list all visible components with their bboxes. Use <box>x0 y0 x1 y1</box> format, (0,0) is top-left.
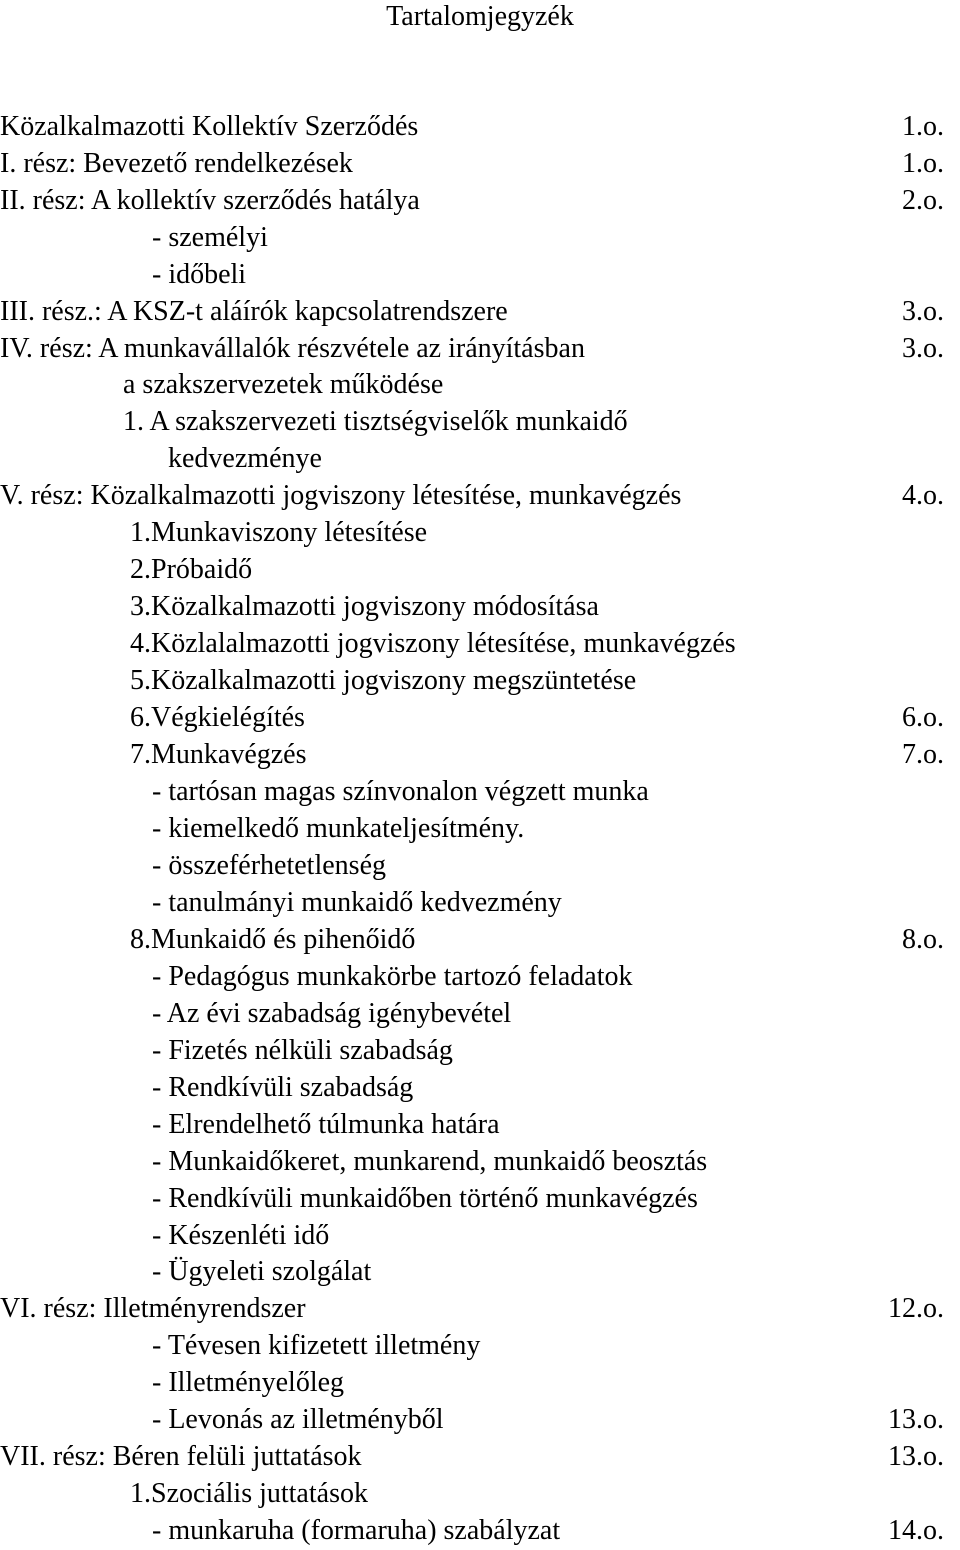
toc-entry-text: - Ügyeleti szolgálat <box>152 1256 372 1287</box>
toc-entry-text: - összeférhetetlenség <box>152 850 386 881</box>
toc-entry-text: a szakszervezetek működése <box>123 369 444 400</box>
toc-entry-text: 8.Munkaidő és pihenőidő <box>130 924 416 955</box>
toc-entry-page: 13.o. <box>888 1441 944 1472</box>
toc-entry-page: 6.o. <box>902 702 944 733</box>
toc-entry-text: - tanulmányi munkaidő kedvezmény <box>152 887 562 918</box>
toc-entry-text: 3.Közalkalmazotti jogviszony módosítása <box>130 591 599 622</box>
toc-entry-page: 14.o. <box>888 1515 944 1546</box>
toc-entry-text: 7.Munkavégzés <box>130 739 307 770</box>
toc-entry-page: 2.o. <box>902 185 944 216</box>
toc-entry-text: - Az évi szabadság igénybevétel <box>152 998 512 1029</box>
toc-entry-text: V. rész: Közalkalmazotti jogviszony létesítése, munkavégzés <box>0 480 682 511</box>
toc-entry-text: 2.Próbaidő <box>130 554 253 585</box>
toc-entry-text: 6.Végkielégítés <box>130 702 305 733</box>
toc-entry-text: 1. A szakszervezeti tisztségviselők munkaidő <box>123 406 628 437</box>
toc-entry-text: I. rész: Bevezető rendelkezések <box>0 148 353 179</box>
toc-entry-text: 5.Közalkalmazotti jogviszony megszüntetése <box>130 665 637 696</box>
toc-entry-text: II. rész: A kollektív szerződés hatálya <box>0 185 420 216</box>
toc-entry-text: Közalkalmazotti Kollektív Szerződés <box>0 111 419 142</box>
toc-entry-text: kedvezménye <box>168 443 322 474</box>
toc-entry-text: IV. rész: A munkavállalók részvétele az irányításban <box>0 333 585 364</box>
toc-entry-text: - Pedagógus munkakörbe tartozó feladatok <box>152 961 633 992</box>
toc-entry-text: - Készenléti idő <box>152 1220 330 1251</box>
toc-entry-text: - Fizetés nélküli szabadság <box>152 1035 453 1066</box>
toc-entry-page: 1.o. <box>902 111 944 142</box>
toc-entry-text: - Tévesen kifizetett illetmény <box>152 1330 481 1361</box>
toc-entry-text: - Rendkívüli munkaidőben történő munkavégzés <box>152 1183 698 1214</box>
toc-entry-text: VI. rész: Illetményrendszer <box>0 1293 306 1324</box>
toc-entry-page: 4.o. <box>902 480 944 511</box>
toc-entry-text: 4.Közlalalmazotti jogviszony létesítése, munkavégzés <box>130 628 736 659</box>
toc-entry-page: 7.o. <box>902 739 944 770</box>
toc-entry-page: 3.o. <box>902 296 944 327</box>
toc-entry-text: - Levonás az illetményből <box>152 1404 444 1435</box>
toc-entry-text: III. rész.: A KSZ-t aláírók kapcsolatrendszere <box>0 296 508 327</box>
toc-entry-page: 3.o. <box>902 333 944 364</box>
page-title: Tartalomjegyzék <box>386 1 574 32</box>
toc-entry-text: 1.Munkaviszony létesítése <box>130 517 428 548</box>
toc-entry-page: 12.o. <box>888 1293 944 1324</box>
toc-entry-page: 13.o. <box>888 1404 944 1435</box>
toc-entry-text: - tartósan magas színvonalon végzett munka <box>152 776 649 807</box>
toc-entry-text: - időbeli <box>152 259 247 290</box>
toc-entry-text: - Rendkívüli szabadság <box>152 1072 414 1103</box>
toc-entry-text: - kiemelkedő munkateljesítmény. <box>152 813 525 844</box>
toc-entry-text: - személyi <box>152 222 268 253</box>
toc-entry-text: - Illetményelőleg <box>152 1367 345 1398</box>
toc-entry-text: - Elrendelhető túlmunka határa <box>152 1109 500 1140</box>
toc-entry-page: 8.o. <box>902 924 944 955</box>
toc-entry-text: - munkaruha (formaruha) szabályzat <box>152 1515 561 1546</box>
toc-entry-text: - Munkaidőkeret, munkarend, munkaidő beosztás <box>152 1146 708 1177</box>
toc-entry-text: 1.Szociális juttatások <box>130 1478 368 1509</box>
toc-entry-page: 1.o. <box>902 148 944 179</box>
toc-entry-text: VII. rész: Béren felüli juttatások <box>0 1441 362 1472</box>
